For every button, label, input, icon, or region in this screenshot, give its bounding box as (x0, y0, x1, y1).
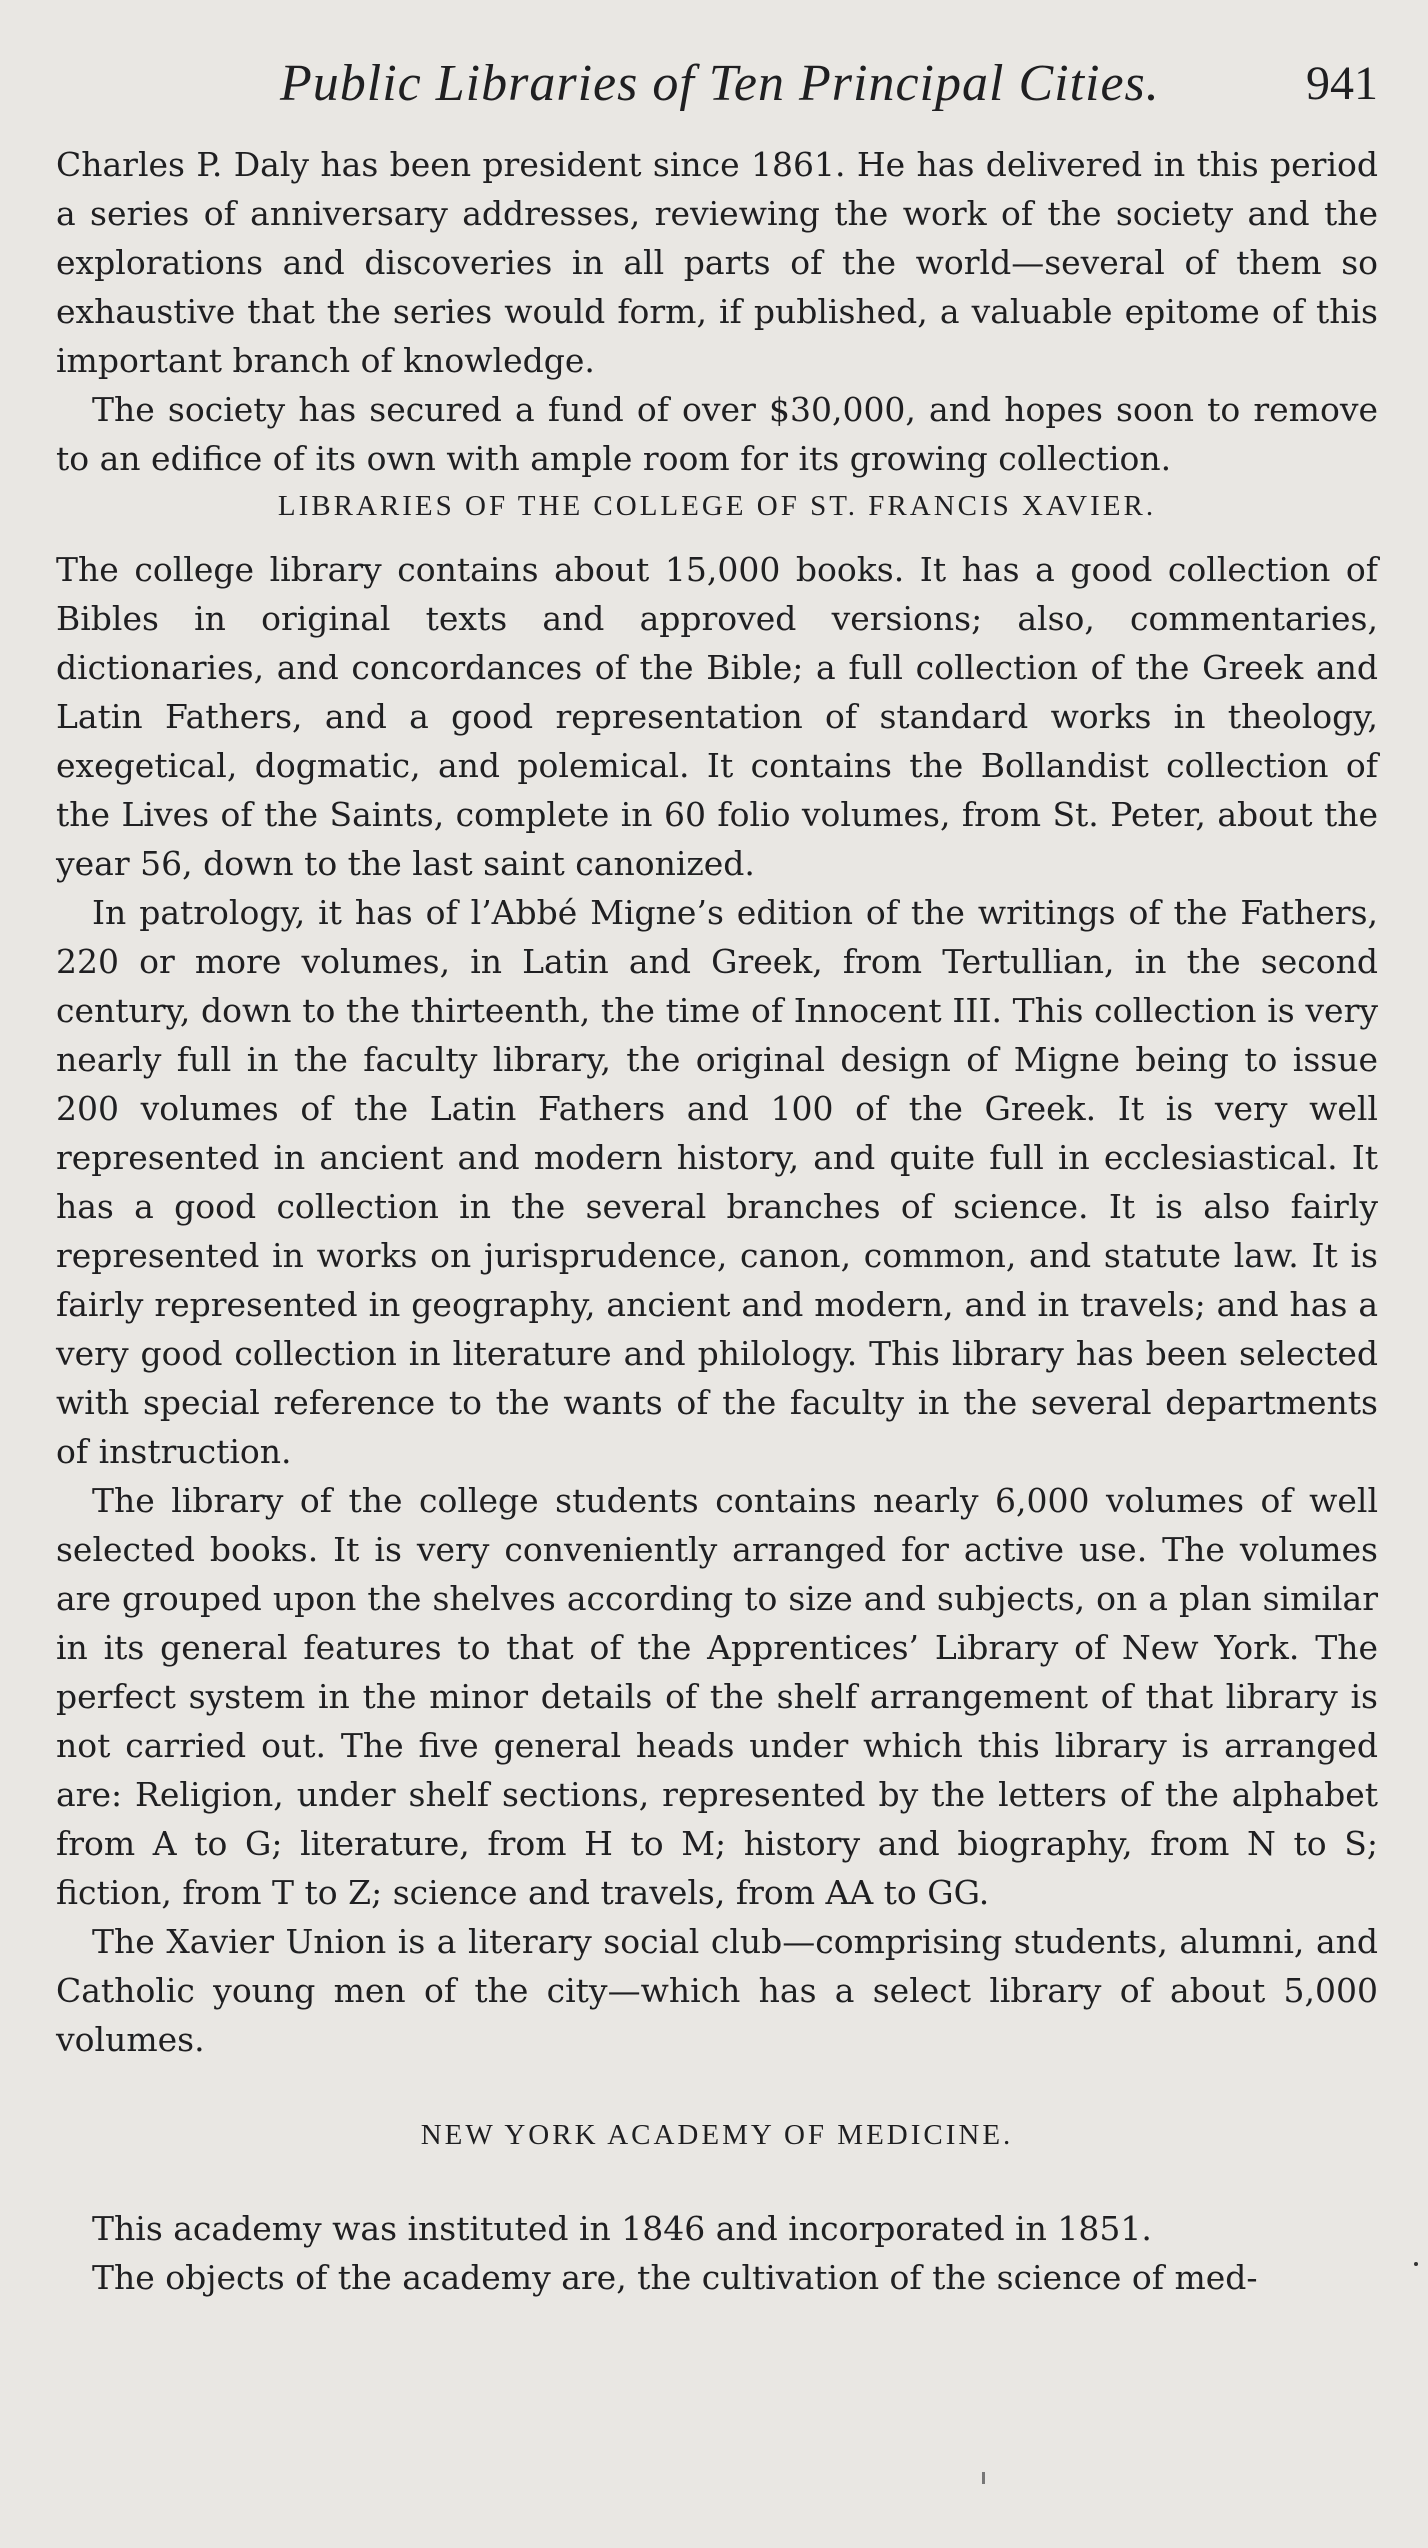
page-header (56, 44, 1378, 124)
section-heading: LIBRARIES OF THE COLLEGE OF ST. FRANCIS XAVIER. (277, 490, 1157, 522)
paragraph: The Xavier Union is a literary social club—comprising students, alumni, and Catholic young men of the city—which has a select library of about 5,000 volumes. (56, 1922, 1378, 2059)
paragraph: In patrology, it has of l’Abbé Migne’s edition of the writings of the Fathers, 220 or more volumes, in Latin and Greek, from Tertullian, in the second century, down to the thirteenth, the time of Innocent III. This collection is very nearly full in the faculty library, the original design of Migne being to issue 200 volumes of the Latin Fathers and 100 of the Greek. It is very well represented in ancient and modern history, and quite full in ecclesiastical. It has a good collection in the several branches of science. It is also fairly represented in works on jurisprudence, canon, common, and statute law. It is fairly represented in geography, ancient and modern, and in travels; and has a very good collection in literature and philology. This library has been selected with special reference to the wants of the faculty in the several departments of instruction. (56, 893, 1378, 1471)
page-body (56, 140, 1378, 2302)
running-head: Public Libraries of Ten Principal Cities. (280, 55, 1160, 112)
paragraph: The library of the college students contains nearly 6,000 volumes of well selected books. It is very conveniently arranged for active use. The volumes are grouped upon the shelves according to size and subjects, on a plan similar in its general features to that of the Apprentices’ Library of New York. The perfect system in the minor details of the shelf arrangement of that library is not carried out. The five general heads under which this library is arranged are: Religion, under shelf sections, represented by the letters of the alphabet from A to G; literature, from H to M; history and biography, from N to S; fiction, from T to Z; science and travels, from AA to GG. (56, 1481, 1378, 1912)
section-heading: NEW YORK ACADEMY OF MEDICINE. (420, 2119, 1014, 2151)
paragraph: The objects of the academy are, the cultivation of the science of med- (92, 2258, 1258, 2297)
paragraph: This academy was instituted in 1846 and incorporated in 1851. (92, 2209, 1152, 2248)
paragraph: The college library contains about 15,000 books. It has a good collection of Bibles in original texts and approved versions; also, commentaries, dictionaries, and concordances of the Bible; a full collection of the Greek and Latin Fathers, and a good representation of standard works in theology, exegetical, dogmatic, and polemical. It contains the Bollandist collection of the Lives of the Saints, complete in 60 folio volumes, from St. Peter, about the year 56, down to the last saint canonized. (56, 550, 1378, 883)
paragraph: The society has secured a fund of over $30,000, and hopes soon to remove to an edifice of its own with ample room for its growing collection. (56, 390, 1378, 478)
print-speck (982, 2472, 985, 2484)
paragraph: Charles P. Daly has been president since 1861. He has delivered in this period a series of anniversary addresses, reviewing the work of the society and the explorations and discoveries in all parts of the world—several of them so exhaustive that the series would form, if published, a valuable epitome of this important branch of knowledge. (56, 145, 1378, 380)
print-speck (1414, 2262, 1418, 2266)
page-number: 941 (1306, 57, 1378, 110)
